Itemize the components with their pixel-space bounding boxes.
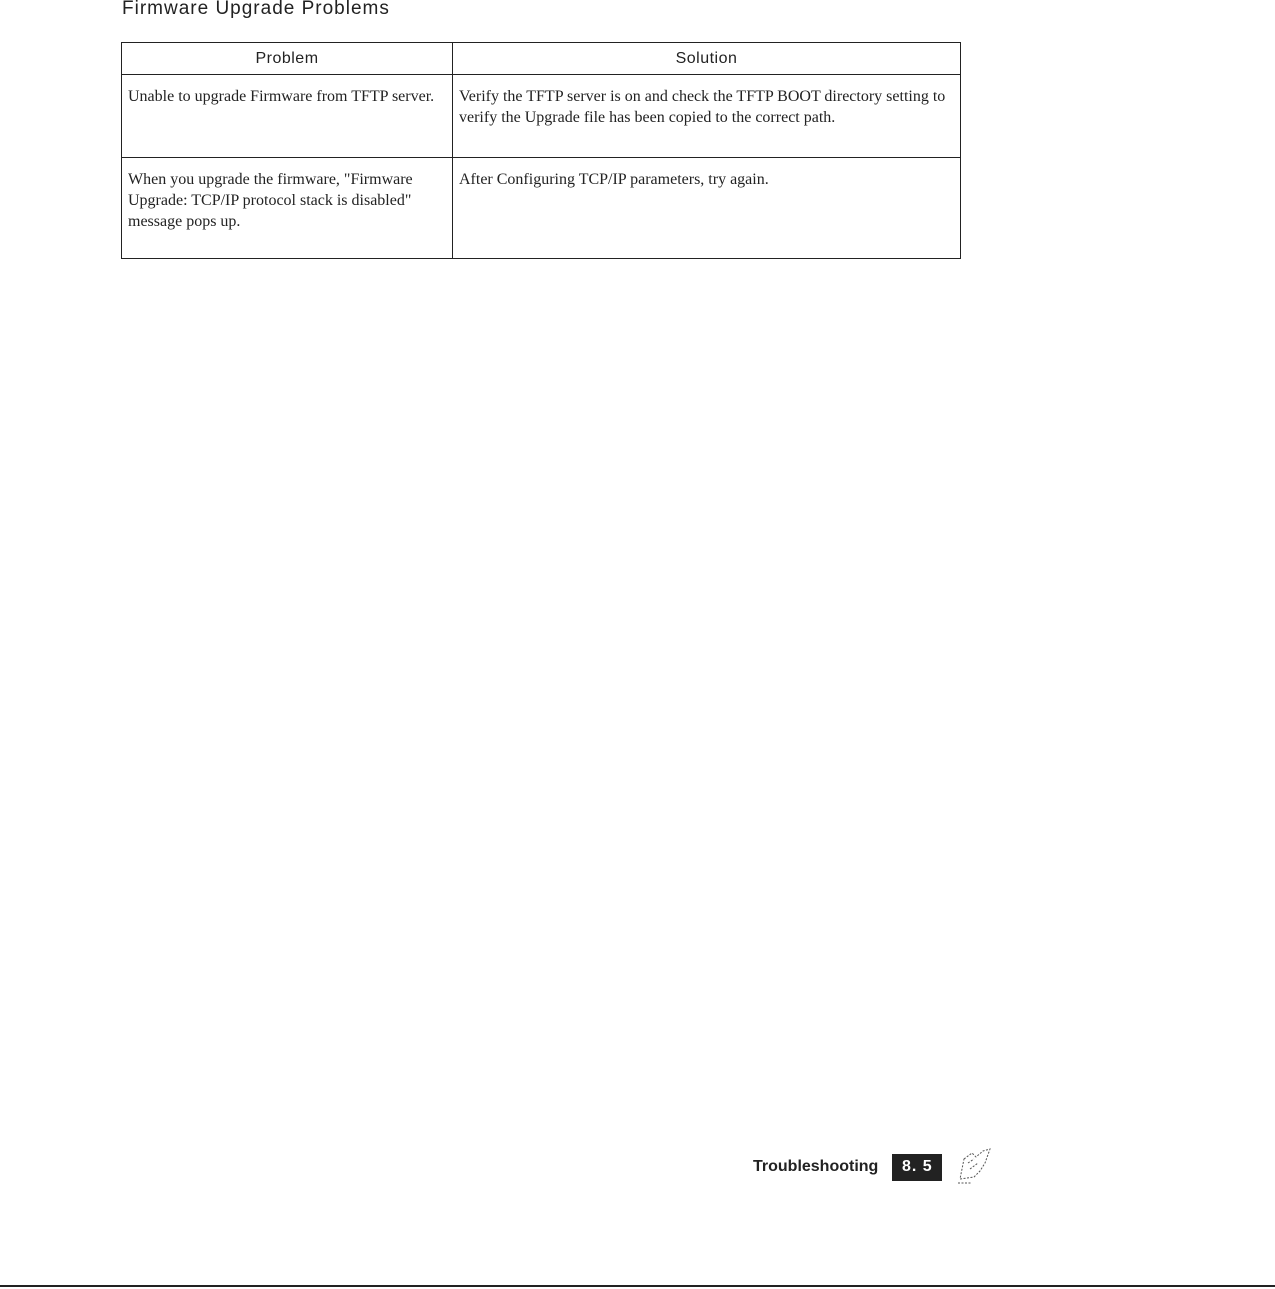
problem-cell: Unable to upgrade Firmware from TFTP server. <box>122 75 453 158</box>
solution-cell: Verify the TFTP server is on and check the TFTP BOOT directory setting to verify the Upgrade file has been copied to the correct path. <box>453 75 961 158</box>
solution-cell: After Configuring TCP/IP parameters, try again. <box>453 158 961 259</box>
column-header-problem: Problem <box>122 43 453 75</box>
page-footer <box>753 1152 1000 1182</box>
writing-hand-icon <box>950 1145 1000 1189</box>
section-title: Firmware Upgrade Problems <box>122 0 390 19</box>
column-header-solution: Solution <box>453 43 961 75</box>
page-number-badge: 8. 5 <box>892 1154 942 1181</box>
table-row <box>122 75 961 158</box>
chapter-label: Troubleshooting <box>753 1158 879 1175</box>
table-row <box>122 158 961 259</box>
troubleshooting-table <box>121 42 961 259</box>
bottom-divider <box>0 1285 1275 1287</box>
problem-cell: When you upgrade the firmware, "Firmware Upgrade: TCP/IP protocol stack is disabled" message pops up. <box>122 158 453 259</box>
table-header-row <box>122 43 961 75</box>
